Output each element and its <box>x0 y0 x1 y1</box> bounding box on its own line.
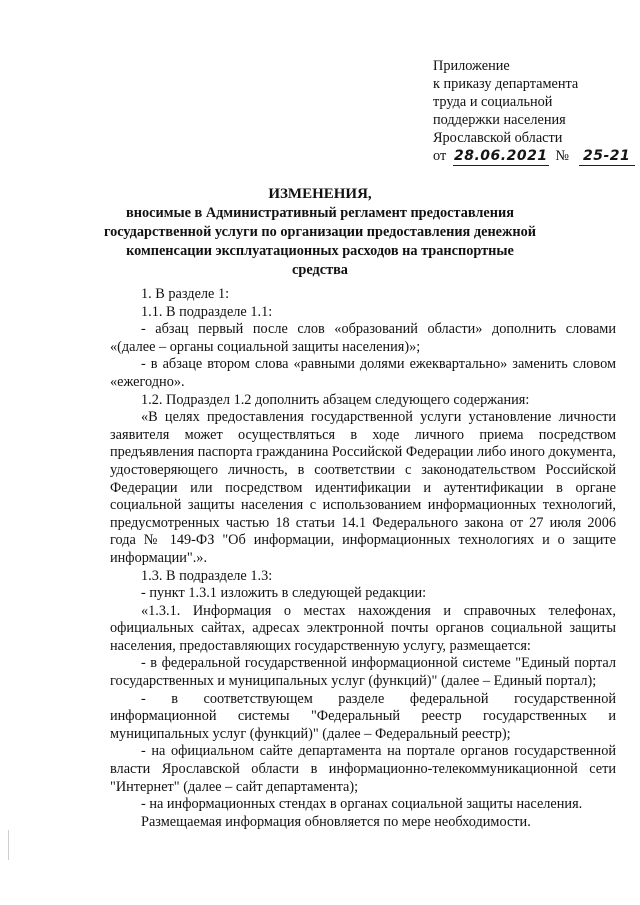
title-line: государственной услуги по организации предоставления денежной <box>103 224 537 240</box>
paragraph: - в соответствующем разделе федеральной государственной информационной системы "Федеральный реестр государственных и муниципальных услуг (функций)" (далее – Федеральный реестр); <box>110 690 616 742</box>
paragraph: - в федеральной государственной информационной системе "Единый портал государственных и муниципальных услуг (функций)" (далее – Единый портал); <box>110 655 616 690</box>
appendix-line: труда и социальной <box>433 94 553 110</box>
paragraph: 1. В разделе 1: <box>141 286 230 302</box>
paragraph: - на официальном сайте департамента на портале органов государственной власти Ярославской области в информационно-телекоммуникационной сети "Интернет" (далее – сайт департамента); <box>110 743 616 795</box>
appendix-line: Приложение <box>433 58 510 74</box>
paragraph: «1.3.1. Информация о местах нахождения и справочных телефонах, официальных сайтах, адресах электронной почты органов социальной защиты населения, предоставляющих государственную услугу, размещается: <box>110 602 616 654</box>
document-title <box>100 185 540 280</box>
order-date-number-row <box>433 147 633 166</box>
appendix-line: Ярославской области <box>433 130 563 146</box>
handwritten-number: 25-21 <box>579 147 635 166</box>
handwritten-date: 28.06.2021 <box>454 148 548 164</box>
appendix-line: к приказу департамента <box>433 76 579 92</box>
scan-margin-mark <box>8 830 9 860</box>
title-line: вносимые в Административный регламент предоставления <box>126 205 514 221</box>
number-label: № <box>555 148 570 164</box>
title-main: ИЗМЕНЕНИЯ, <box>268 186 372 202</box>
paragraph: - абзац первый после слов «образований области» дополнить словами «(далее – органы социальной защиты населения)»; <box>110 321 616 355</box>
paragraph: 1.3. В подразделе 1.3: <box>141 567 273 584</box>
paragraph: «В целях предоставления государственной услуги установление личности заявителя может осуществляться в ходе личного приема посредством предъявления паспорта гражданина Российской Федерации либо иного документа, удостоверяющего личность, в соответствии с законодательством Российской Федерации или посредством идентификации и аутентификации в органе социальной защиты населения с использованием информационных технологий, предусмотренных частью 18 статьи 14.1 Федерального закона от 27 июля 2006 года № 149-ФЗ "Об информации, информационных технологиях и о защите информации".». <box>110 409 616 566</box>
title-line: компенсации эксплуатационных расходов на транспортные средства <box>126 243 514 278</box>
document-body <box>110 286 616 831</box>
appendix-line: поддержки населения <box>433 112 566 128</box>
paragraph: 1.2. Подраздел 1.2 дополнить абзацем следующего содержания: <box>141 391 530 408</box>
appendix-header <box>433 57 633 166</box>
paragraph: - в абзаце втором слова «равными долями ежеквартально» заменить словом «ежегодно». <box>110 356 616 390</box>
paragraph: 1.1. В подразделе 1.1: <box>141 303 273 320</box>
paragraph: - пункт 1.3.1 изложить в следующей редакции: <box>141 585 427 602</box>
from-label: от <box>433 148 447 164</box>
paragraph: Размещаемая информация обновляется по мере необходимости. <box>141 813 531 830</box>
paragraph: - на информационных стендах в органах социальной защиты населения. <box>141 796 583 813</box>
